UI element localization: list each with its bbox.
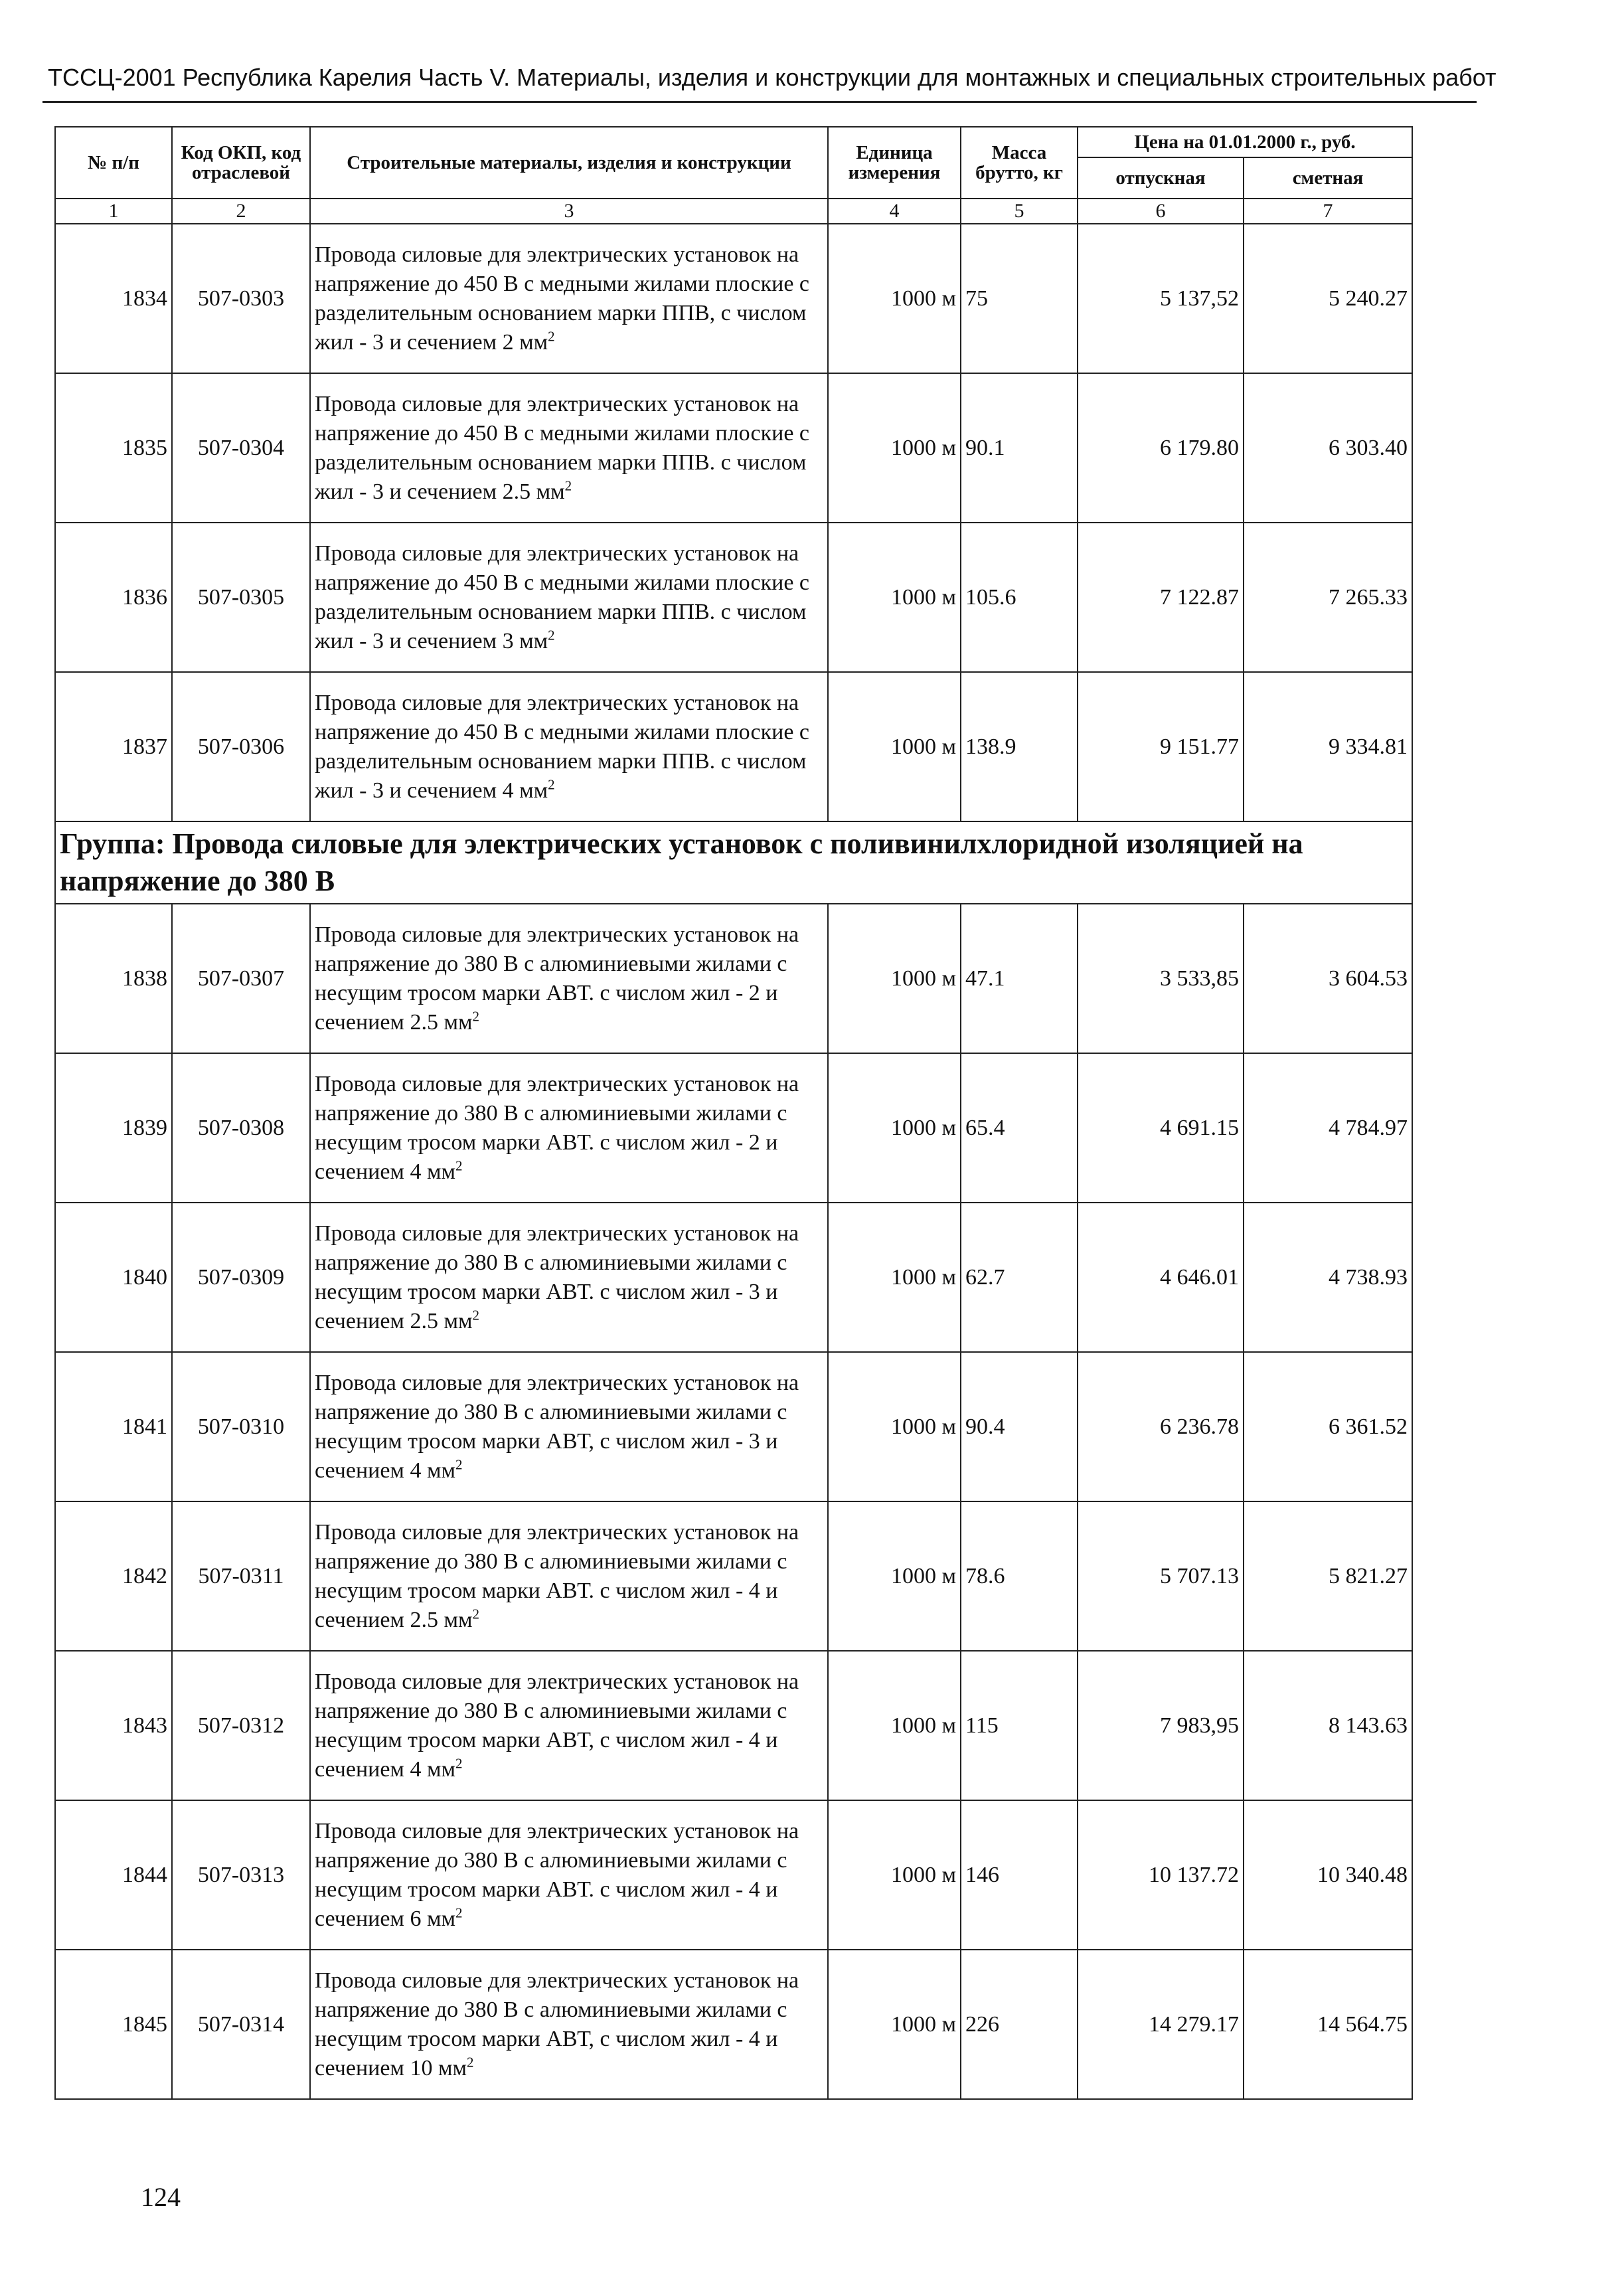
description-text: Провода силовые для электрических установок на напряжение до 380 В с алюминиевыми жилами с несущим тросом марки АВТ, с числом жил - 4 и сечением 4 мм [315,1669,799,1782]
row-number: 1837 [55,672,172,821]
material-description [310,904,828,1053]
column-index: 3 [310,199,828,224]
header-price-group: Цена на 01.01.2000 г., руб. [1078,127,1412,157]
unit-of-measure: 1000 м [828,373,961,523]
header-num: № п/п [55,127,172,199]
running-header: ТССЦ-2001 Республика Карелия Часть V. Материалы, изделия и конструкции для монтажных и специальных строительных работ [48,64,1497,91]
price-estimate: 4 738.93 [1244,1203,1412,1352]
gross-mass: 75 [961,224,1078,373]
row-number: 1834 [55,224,172,373]
price-estimate: 7 265.33 [1244,523,1412,672]
gross-mass: 90.1 [961,373,1078,523]
header-rule [42,101,1477,103]
table-row [55,1651,1412,1800]
row-number: 1840 [55,1203,172,1352]
price-release: 14 279.17 [1078,1950,1244,2099]
okp-code: 507-0311 [172,1501,310,1651]
row-number: 1844 [55,1800,172,1950]
header-mass: Масса брутто, кг [961,127,1078,199]
table-row [55,373,1412,523]
description-text: Провода силовые для электрических установок на напряжение до 450 В с медными жилами плоские с разделительным основанием марки ППВ. с числом жил - 3 и сечением 4 мм [315,690,810,803]
table-row [55,1800,1412,1950]
okp-code: 507-0313 [172,1800,310,1950]
unit-of-measure: 1000 м [828,1800,961,1950]
table-body-aluminium [55,904,1412,2099]
unit-superscript: 2 [564,477,572,494]
unit-of-measure: 1000 м [828,1053,961,1203]
price-release: 5 707.13 [1078,1501,1244,1651]
group-row [55,821,1412,904]
page-number: 124 [141,2182,181,2212]
table-row [55,224,1412,373]
table-row [55,1203,1412,1352]
table-row [55,523,1412,672]
row-number: 1838 [55,904,172,1053]
material-description [310,1501,828,1651]
gross-mass: 65.4 [961,1053,1078,1203]
price-estimate: 5 240.27 [1244,224,1412,373]
table-row [55,1053,1412,1203]
header-unit: Единица измерения [828,127,961,199]
unit-superscript: 2 [548,328,555,345]
description-text: Провода силовые для электрических установок на напряжение до 380 В с алюминиевыми жилами с несущим тросом марки АВТ, с числом жил - 4 и сечением 10 мм [315,1968,799,2080]
gross-mass: 115 [961,1651,1078,1800]
price-estimate: 9 334.81 [1244,672,1412,821]
row-number: 1835 [55,373,172,523]
okp-code: 507-0308 [172,1053,310,1203]
column-index-row [55,199,1412,224]
column-index: 2 [172,199,310,224]
unit-of-measure: 1000 м [828,672,961,821]
column-index: 4 [828,199,961,224]
group-title: Группа: Провода силовые для электрических установок с поливинилхлоридной изоляцией на напряжение до 380 В [55,821,1412,904]
row-number: 1842 [55,1501,172,1651]
price-estimate: 10 340.48 [1244,1800,1412,1950]
column-index: 5 [961,199,1078,224]
price-release: 4 691.15 [1078,1053,1244,1203]
table-row [55,672,1412,821]
price-estimate: 6 303.40 [1244,373,1412,523]
unit-superscript: 2 [455,1905,463,1921]
unit-of-measure: 1000 м [828,523,961,672]
gross-mass: 146 [961,1800,1078,1950]
gross-mass: 90.4 [961,1352,1078,1501]
description-text: Провода силовые для электрических установок на напряжение до 450 В с медными жилами плоские с разделительным основанием марки ППВ. с числом жил - 3 и сечением 3 мм [315,541,810,653]
header-price-estimate: сметная [1244,157,1412,199]
material-description [310,1800,828,1950]
okp-code: 507-0310 [172,1352,310,1501]
okp-code: 507-0307 [172,904,310,1053]
row-number: 1836 [55,523,172,672]
column-index: 7 [1244,199,1412,224]
material-description [310,224,828,373]
description-text: Провода силовые для электрических установок на напряжение до 450 В с медными жилами плоские с разделительным основанием марки ППВ, с числом жил - 3 и сечением 2 мм [315,242,810,355]
description-text: Провода силовые для электрических установок на напряжение до 380 В с алюминиевыми жилами с несущим тросом марки АВТ. с числом жил - 4 и сечением 6 мм [315,1818,799,1931]
price-release: 6 179.80 [1078,373,1244,523]
price-estimate: 6 361.52 [1244,1352,1412,1501]
price-release: 7 983,95 [1078,1651,1244,1800]
material-description [310,1651,828,1800]
okp-code: 507-0309 [172,1203,310,1352]
okp-code: 507-0312 [172,1651,310,1800]
unit-superscript: 2 [455,1157,463,1174]
header-material: Строительные материалы, изделия и конструкции [310,127,828,199]
price-estimate: 8 143.63 [1244,1651,1412,1800]
unit-superscript: 2 [455,1755,463,1772]
description-text: Провода силовые для электрических установок на напряжение до 380 В с алюминиевыми жилами с несущим тросом марки АВТ. с числом жил - 2 и сечением 4 мм [315,1071,799,1184]
material-description [310,1352,828,1501]
table-row [55,1352,1412,1501]
table-row [55,1501,1412,1651]
description-text: Провода силовые для электрических установок на напряжение до 380 В с алюминиевыми жилами с несущим тросом марки АВТ. с числом жил - 3 и сечением 2.5 мм [315,1221,799,1333]
material-description [310,373,828,523]
material-description [310,523,828,672]
table-row [55,1950,1412,2099]
price-estimate: 3 604.53 [1244,904,1412,1053]
unit-superscript: 2 [455,1456,463,1473]
description-text: Провода силовые для электрических установок на напряжение до 450 В с медными жилами плоские с разделительным основанием марки ППВ. с числом жил - 3 и сечением 2.5 мм [315,391,810,504]
unit-of-measure: 1000 м [828,1203,961,1352]
unit-of-measure: 1000 м [828,1651,961,1800]
table-row [55,904,1412,1053]
okp-code: 507-0305 [172,523,310,672]
okp-code: 507-0314 [172,1950,310,2099]
unit-superscript: 2 [466,2054,474,2071]
unit-superscript: 2 [548,776,555,793]
material-description [310,672,828,821]
column-index: 6 [1078,199,1244,224]
unit-superscript: 2 [548,627,555,643]
price-estimate: 14 564.75 [1244,1950,1412,2099]
header-code: Код ОКП, код отраслевой [172,127,310,199]
price-release: 4 646.01 [1078,1203,1244,1352]
price-release: 6 236.78 [1078,1352,1244,1501]
table-body-copper [55,224,1412,821]
column-index: 1 [55,199,172,224]
price-release: 9 151.77 [1078,672,1244,821]
unit-of-measure: 1000 м [828,1352,961,1501]
gross-mass: 138.9 [961,672,1078,821]
unit-superscript: 2 [472,1008,479,1025]
price-release: 7 122.87 [1078,523,1244,672]
okp-code: 507-0306 [172,672,310,821]
row-number: 1841 [55,1352,172,1501]
material-description [310,1950,828,2099]
description-text: Провода силовые для электрических установок на напряжение до 380 В с алюминиевыми жилами с несущим тросом марки АВТ. с числом жил - 4 и сечением 2.5 мм [315,1519,799,1632]
price-table [54,126,1413,2100]
price-estimate: 4 784.97 [1244,1053,1412,1203]
unit-superscript: 2 [472,1606,479,1622]
row-number: 1843 [55,1651,172,1800]
unit-of-measure: 1000 м [828,904,961,1053]
unit-superscript: 2 [472,1307,479,1323]
row-number: 1839 [55,1053,172,1203]
unit-of-measure: 1000 м [828,1501,961,1651]
gross-mass: 226 [961,1950,1078,2099]
price-release: 5 137,52 [1078,224,1244,373]
description-text: Провода силовые для электрических установок на напряжение до 380 В с алюминиевыми жилами с несущим тросом марки АВТ, с числом жил - 3 и сечением 4 мм [315,1370,799,1483]
price-release: 10 137.72 [1078,1800,1244,1950]
gross-mass: 47.1 [961,904,1078,1053]
price-release: 3 533,85 [1078,904,1244,1053]
okp-code: 507-0304 [172,373,310,523]
row-number: 1845 [55,1950,172,2099]
okp-code: 507-0303 [172,224,310,373]
description-text: Провода силовые для электрических установок на напряжение до 380 В с алюминиевыми жилами с несущим тросом марки АВТ. с числом жил - 2 и сечением 2.5 мм [315,922,799,1035]
gross-mass: 62.7 [961,1203,1078,1352]
gross-mass: 78.6 [961,1501,1078,1651]
unit-of-measure: 1000 м [828,224,961,373]
header-price-release: отпускная [1078,157,1244,199]
unit-of-measure: 1000 м [828,1950,961,2099]
material-description [310,1203,828,1352]
material-description [310,1053,828,1203]
gross-mass: 105.6 [961,523,1078,672]
price-estimate: 5 821.27 [1244,1501,1412,1651]
